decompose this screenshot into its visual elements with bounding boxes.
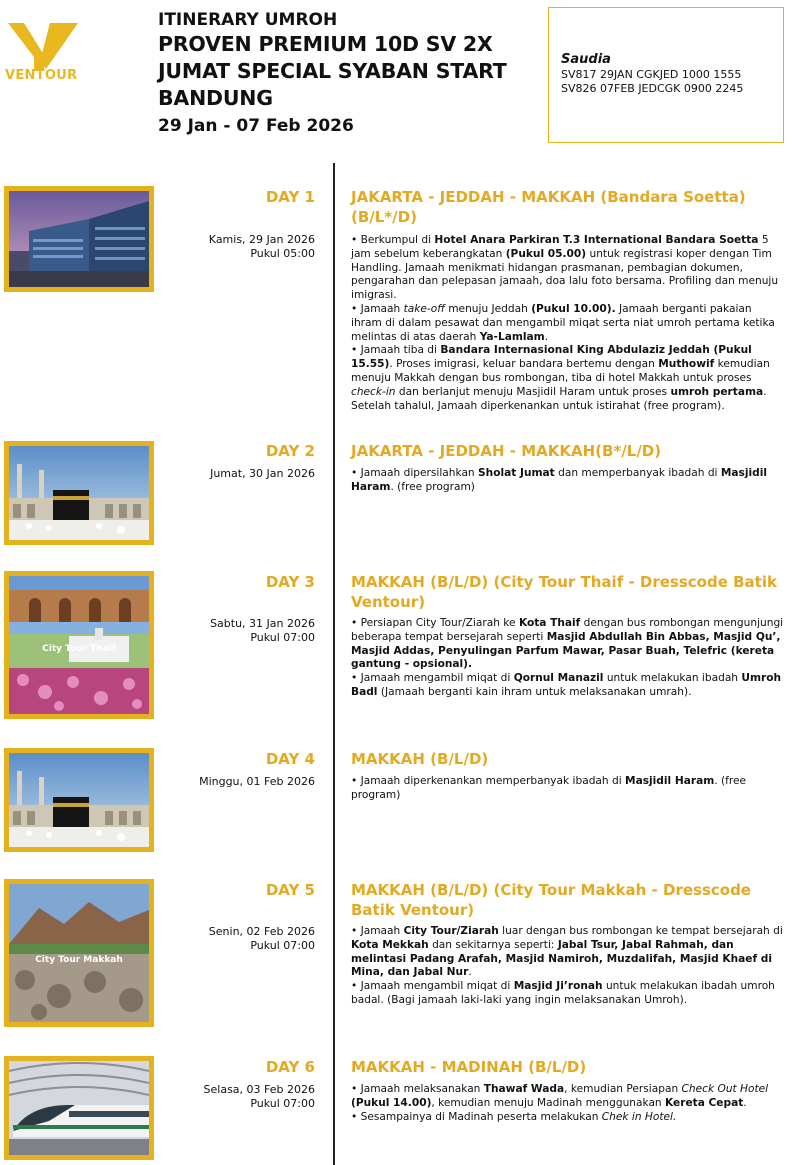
day3-label: DAY 3 <box>265 573 315 591</box>
outbound-flight: SV817 29JAN CGKJED 1000 1555 <box>561 68 742 81</box>
timeline-divider <box>333 163 335 1165</box>
flight-info-box <box>548 7 784 143</box>
day1-title: JAKARTA - JEDDAH - MAKKAH (Bandara Soetta) (B/L*/D) <box>351 188 746 226</box>
title-line-2: PROVEN PREMIUM 10D SV 2X <box>158 32 493 56</box>
airline-name: Saudia <box>561 52 611 67</box>
day6-date: Selasa, 03 Feb 2026 Pukul 07:00 <box>203 1083 315 1110</box>
title-line-1: ITINERARY UMROH <box>158 10 338 30</box>
trip-dates: 29 Jan - 07 Feb 2026 <box>158 116 354 136</box>
logo-text: VENTOUR <box>5 68 78 83</box>
day2-label: DAY 2 <box>265 442 315 460</box>
day4-title: MAKKAH (B/L/D) <box>351 750 489 768</box>
svg-text:City Tour Thaif: City Tour Thaif <box>42 644 116 654</box>
day3-photo-thaif <box>4 571 154 719</box>
day5-title: MAKKAH (B/L/D) (City Tour Makkah - Dresscode Batik Ventour) <box>351 881 751 919</box>
title-line-3: JUMAT SPECIAL SYABAN START <box>158 59 507 83</box>
day1-description: • Berkumpul di Hotel Anara Parkiran T.3 International Bandara Soetta 5 jam sebelum keberangkatan (Pukul 05.00) untuk registrasi koper dengan Tim Handling. Jamaah menikmati hidangan prasmanan, pembagian dokumen, pengarahan dan pelepasan jamaah, doa lalu foto bersama. Profiling dan menuju imigrasi. • Jamaah take-off menuju Jeddah (Pukul 10.00). Jamaah berganti pakaian ihram di dalam pesawat dan mengambil miqat serta niat umroh pertama ketika melintas di atas daerah Ya-Lamlam. • Jamaah tiba di Bandara Internasional King Abdulaziz Jeddah (Pukul 15.55). Proses imigrasi, keluar bandara bertemu dengan Muthowif kemudian menuju Makkah dengan bus rombongan, tiba di hotel Makkah untuk proses check-in dan berlanjut menuju Masjidil Haram untuk proses umroh pertama. Setelah tahalul, Jamaah diperkenankan untuk istirahat (free program). <box>351 234 779 412</box>
day6-label: DAY 6 <box>265 1058 315 1076</box>
day1-photo-hotel <box>4 186 154 292</box>
svg-text:City Tour Makkah: City Tour Makkah <box>35 955 123 965</box>
day5-label: DAY 5 <box>265 881 315 899</box>
day4-label: DAY 4 <box>265 750 315 768</box>
day2-date: Jumat, 30 Jan 2026 <box>210 467 315 480</box>
day2-title: JAKARTA - JEDDAH - MAKKAH(B*/L/D) <box>351 442 662 460</box>
day3-description: • Persiapan City Tour/Ziarah ke Kota Thaif dengan bus rombongan mengunjungi beberapa tempat bersejarah seperti Masjid Abdullah Bin Abbas, Masjid Qu’, Masjid Addas, Penyulingan Parfum Mawar, Pasar Buah, Telefric (kereta gantung - opsional). • Jamaah mengambil miqat di Qornul Manazil untuk melakukan ibadah Umroh Badl (Jamaah berganti kain ihram untuk melaksanakan umrah). <box>351 617 784 698</box>
day5-date: Senin, 02 Feb 2026 Pukul 07:00 <box>208 925 315 952</box>
day1-label: DAY 1 <box>265 188 315 206</box>
inbound-flight: SV826 07FEB JEDCGK 0900 2245 <box>561 82 744 95</box>
day2-photo-kaaba <box>4 441 154 545</box>
title-line-4: BANDUNG <box>158 86 273 110</box>
day3-date: Sabtu, 31 Jan 2026 Pukul 07:00 <box>210 617 315 644</box>
itinerary-title <box>158 10 543 138</box>
day1-date: Kamis, 29 Jan 2026 Pukul 05:00 <box>208 233 315 260</box>
day4-photo-kaaba <box>4 748 154 852</box>
day6-description: • Jamaah melaksanakan Thawaf Wada, kemudian Persiapan Check Out Hotel (Pukul 14.00), kemudian menuju Madinah menggunakan Kereta Cepat. • Sesampainya di Madinah peserta melakukan Chek in Hotel. <box>351 1083 769 1123</box>
day4-description: • Jamaah diperkenankan memperbanyak ibadah di Masjidil Haram. (free program) <box>351 775 747 801</box>
day5-description: • Jamaah City Tour/Ziarah luar dengan bus rombongan ke tempat bersejarah di Kota Mekkah dan sekitarnya seperti: Jabal Tsur, Jabal Rahmah, dan melintasi Padang Arafah, Masjid Namiroh, Muzdalifah, Masjid Khaef di Mina, dan Jabal Nur. • Jamaah mengambil miqat di Masjid Ji’ronah untuk melakukan ibadah umroh badal. (Bagi jamaah laki-laki yang ingin melaksanakan Umroh). <box>351 925 783 1006</box>
day5-photo-makkah <box>4 879 154 1027</box>
day6-photo-train <box>4 1056 154 1160</box>
day4-date: Minggu, 01 Feb 2026 <box>199 775 315 788</box>
day6-title: MAKKAH - MADINAH (B/L/D) <box>351 1058 587 1076</box>
day2-description: • Jamaah dipersilahkan Sholat Jumat dan memperbanyak ibadah di Masjidil Haram. (free program) <box>351 467 767 493</box>
day3-title: MAKKAH (B/L/D) (City Tour Thaif - Dresscode Batik Ventour) <box>351 573 777 611</box>
